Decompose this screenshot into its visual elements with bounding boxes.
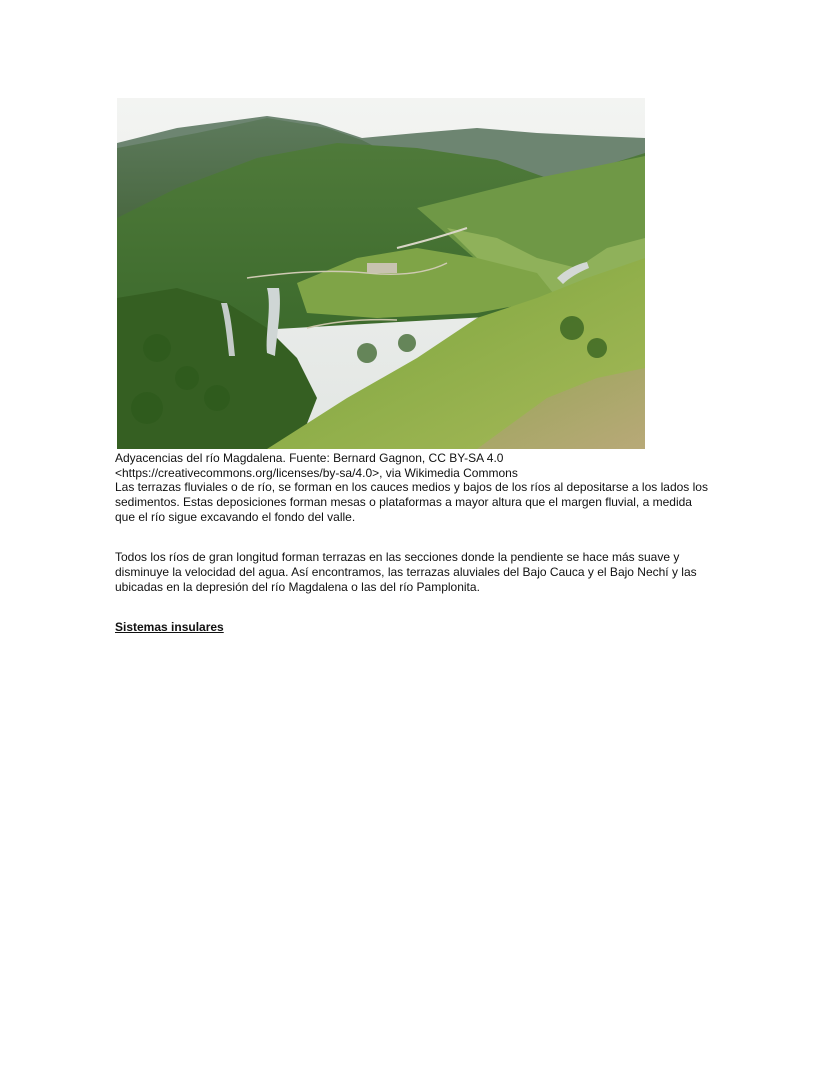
paragraph-1 bbox=[115, 480, 715, 525]
paragraph-text: Todos los ríos de gran longitud forman terrazas en las secciones donde la pendiente se hace más suave y disminuye la velocidad del agua. Así encontramos, las terrazas aluviales del Bajo Cauca y el Bajo Nechí y las ubicadas en la depresión del río Magdalena o las del río Pamplonita. bbox=[115, 550, 697, 594]
paragraph-text: Las terrazas fluviales o de río, se forman en los cauces medios y bajos de los ríos al depositarse a los lados los sedimentos. Estas deposiciones forman mesas o plataformas a mayor altura que el margen fluvial, a medida que el río sigue excavando el fondo del valle. bbox=[115, 480, 708, 524]
caption-line-1: Adyacencias del río Magdalena. Fuente: Bernard Gagnon, CC BY-SA 4.0 bbox=[115, 451, 504, 465]
mountain-valley-image bbox=[117, 98, 645, 449]
section-heading: Sistemas insulares bbox=[115, 620, 224, 634]
caption-line-2: <https://creativecommons.org/licenses/by-sa/4.0>, via Wikimedia Commons bbox=[115, 466, 518, 480]
image-caption bbox=[115, 451, 715, 481]
landscape-photo bbox=[117, 98, 645, 449]
paragraph-2 bbox=[115, 550, 715, 595]
